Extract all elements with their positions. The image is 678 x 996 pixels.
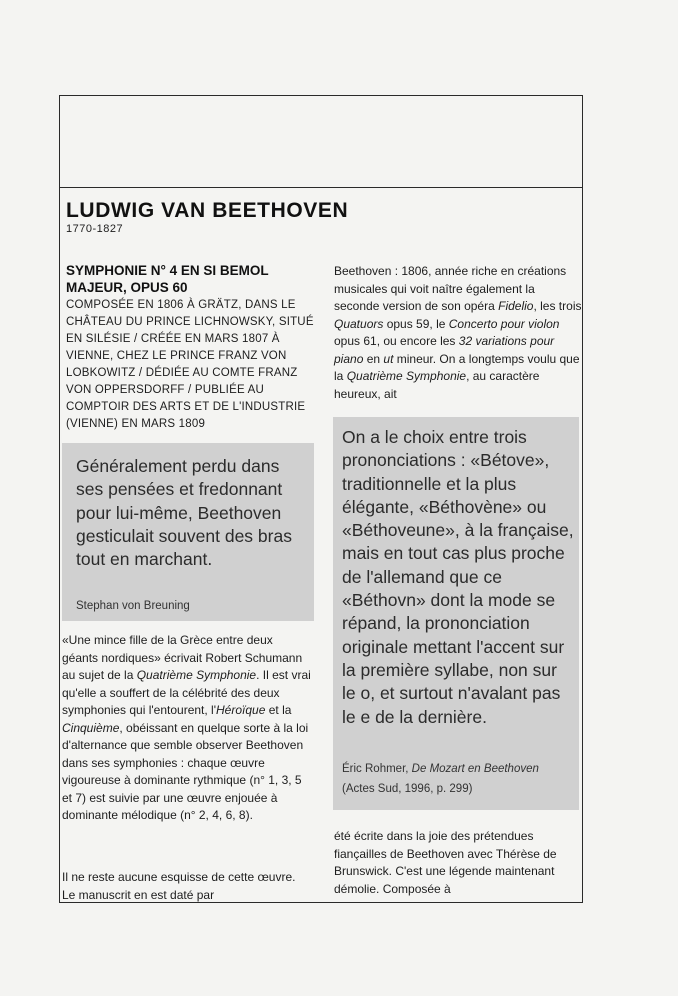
quote-text: On a le choix entre trois prononciations : «Bétove», traditionnelle et la plus élégante, «Béthovène» ou «Béthoveune», à la française, mais en tout cas plus proche de l'allemand que ce «Béthovn» dont la mode se répand, la prononciation originale mettant l'accent sur la première syllabe, non sur le o, et surtout n'avalant pas le e de la dernière.: [342, 427, 574, 727]
quote-text: Généralement perdu dans ses pensées et fredonnant pour lui-même, Beethoven gesticulait souvent des bras tout en marchant.: [76, 456, 292, 570]
body-paragraph: été écrite dans la joie des prétendues fiançailles de Beethoven avec Thérèse de Brunswick. C'est une légende maintenant démolie. Composée à: [334, 829, 557, 896]
composer-dates: 1770-1827: [66, 223, 124, 235]
quote-source: [342, 759, 572, 799]
body-paragraph: Il ne reste aucune esquisse de cette œuvre. Le manuscrit en est daté par: [62, 870, 296, 902]
body-paragraph: Beethoven : 1806, année riche en créations musicales qui voit naître également la seconde version de son opéra Fidelio, les trois Quatuors opus 59, le Concerto pour violon opus 61, ou encore les 32 variations pour piano en ut mineur. On a longtemps voulu que la Quatrième Symphonie, au caractère heureux, ait: [334, 264, 582, 401]
quote-source-title: De Mozart en Beethoven: [411, 763, 539, 775]
body-paragraph: «Une mince fille de la Grèce entre deux géants nordiques» écrivait Robert Schumann au sujet de la Quatrième Symphonie. Il est vrai qu'elle a souffert de la célébrité des deux symphonies qui l'entourent, l'Héroïque et la Cinquième, obéissant en quelque sorte à la loi d'alternance que semble observer Beethoven dans ses symphonies : chaque œuvre vigoureuse à dominante rythmique (n° 1, 3, 5 et 7) est suivie par une œuvre enjouée à dominante mélodique (n° 2, 4, 6, 8).: [62, 633, 311, 822]
composer-name: LUDWIG VAN BEETHOVEN: [66, 199, 349, 222]
work-info: COMPOSÉE EN 1806 À GRÄTZ, DANS LE CHÂTEAU DU PRINCE LICHNOWSKY, SITUÉ EN SILÉSIE / CRÉÉE EN MARS 1807 À VIENNE, CHEZ LE PRINCE FRANZ VON LOBKOWITZ / DÉDIÉE AU COMTE FRANZ VON OPPERSDORFF / PUBLIÉE AU COMPTOIR DES ARTS ET DE L'INDUSTRIE (VIENNE) EN MARS 1809: [66, 299, 314, 430]
quote-source: Stephan von Breuning: [76, 600, 190, 612]
header-divider: [59, 187, 583, 188]
quote-source-author: Éric Rohmer,: [342, 763, 412, 775]
quote-source-publication: (Actes Sud, 1996, p. 299): [342, 783, 473, 795]
quote-box-rohmer: [333, 417, 579, 810]
quote-box-breuning: [62, 443, 314, 621]
work-title: SYMPHONIE N° 4 EN SI BEMOL MAJEUR, OPUS 60: [66, 263, 269, 295]
